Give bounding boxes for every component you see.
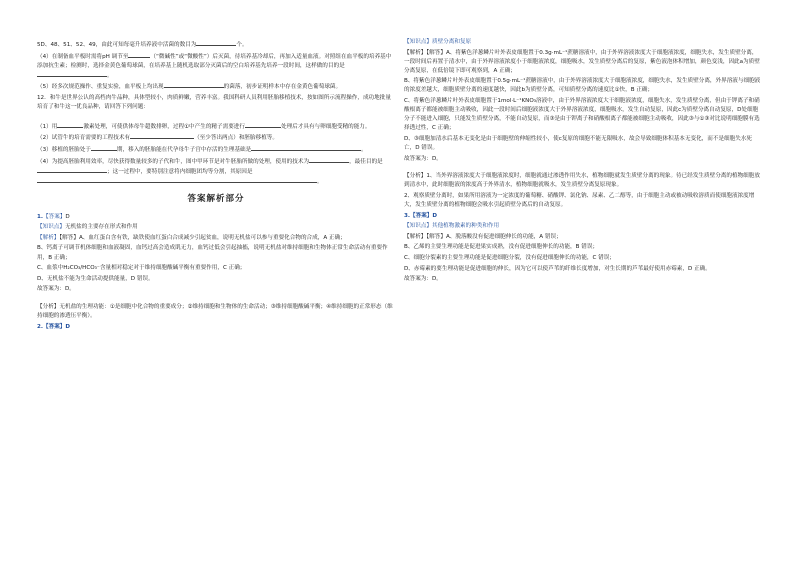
answer-blank[interactable] [37, 71, 107, 77]
analysis-text: 【解析】【解答】A、将紫色洋葱鳞片叶外表皮细胞置于0.3g·mL⁻¹蔗糖溶液中，由于外界溶液浓度大于细胞液浓度，细胞失水，发生质壁分离，一段时间后再置于清水中，由于外界溶液浓度小于细胞液浓度，细胞吸水，发生质壁分离后的复原，紫色液泡体积增加，颜色变浅，因此a为质壁分离复原，在低倍镜下即可观察到，A 正确； [404, 49, 760, 74]
answer-blank[interactable] [57, 122, 83, 128]
analysis-text: C、细胞分裂素的主要生理功能是促进细胞分裂，没有促进细胞伸长的功能，C 错误； [404, 255, 615, 262]
answer-section-title: 答案解析部分 [187, 193, 245, 204]
analysis-text: C、血浆中H₂CO₃/HCO₃⁻含量相对稳定对于维持细胞酸碱平衡有重要作用，C 正确； [37, 265, 246, 272]
analysis-text: 【解析】【解答】A、脱落酸没有促进细胞伸长的功能，A 错误； [404, 233, 562, 240]
answer-blank[interactable] [128, 52, 150, 58]
knowledge-point: 【知识点】其他植物激素的种类和作用 [404, 223, 500, 230]
answer-line: 2.【答案】D [37, 323, 71, 330]
final-answer: 故答案为：D。 [404, 155, 442, 162]
analysis-text: B、将紫色洋葱鳞片叶外表皮细胞置于0.5g·mL⁻¹蔗糖溶液中，由于外界溶液浓度大于细胞液浓度，细胞失水，发生质壁分离，外界溶液与细胞液的浓度差越大，细胞质壁分离的速度越快，因此b为质壁分离，可知质壁分离的速度比①快，B 正确； [404, 78, 761, 94]
answer-blank[interactable] [251, 145, 361, 151]
answer-blank[interactable] [37, 167, 107, 173]
right-column [404, 38, 762, 286]
question-12-stem: 12．和牛是世界公认的高档肉牛品种，具体型较小，肉质鲜嫩，营养丰富。我国科研人员利用胚胎移植技术，按如图所示流程操作，成功地批量培育了和牛这一优良品种，请回答下列问题： [37, 95, 391, 111]
analysis-text: B、钙离子可调节机体细胞和血液凝固，血钙过高会造成肌无力，血钙过低会引起抽搐，说明无机盐对维持细胞和生物体正常生命活动有重要作用，B 正确； [37, 245, 388, 261]
left-column [37, 40, 395, 333]
answer-blank[interactable] [130, 133, 194, 139]
knowledge-point: 【知识点】无机盐的主要存在形式和作用 [37, 224, 138, 231]
analysis-text: D、③细胞加清水后基本无变化是由于细胞壁的伸缩性较小，使c复原的细胞不能无限吸水，故会导致细胞体积基本无变化，而不是细胞失水死亡，D 错误。 [404, 135, 753, 151]
answer-blank[interactable] [91, 145, 117, 151]
analysis-summary: 【分析】1、当外界溶液浓度大于细胞液浓度时，细胞就通过渗透作用失水，植物细胞就发生质壁分离的现象。待已经发生质壁分离的植物细胞放到清水中，此时细胞液的浓度高于外界清水，植物细胞就吸水，发生质壁分离复原现象。 [404, 173, 760, 189]
question-text: 5D、48、51、52、49，由此可知每毫升培养液中活菌的数目为 个。 [37, 42, 248, 48]
question-text: （4）在制备血平板时需将pH 调节至 （“微碱性”或“微酸性”）后灭菌，待培养基冷却后，再加入适量血液。对照组在血平板的培养基中添加抗生素；检测时，选择金黄色葡萄球菌，在培养基上随机选取部分灭菌后的空白培养基先培养一段时间，这样做的目的是。 [37, 53, 392, 79]
final-answer: 故答案为：D。 [37, 286, 75, 293]
question-text: （4）为提高胚胎利用效率，尽快获得数量较多的子代和牛，图中甲环节是对牛胚胎所做的处理，使用的技术为 ，最佳目的是；这一过程中，要特别注意将内细胞团均等分割，其原因是。 [37, 158, 383, 185]
analysis-text: D、无机盐不能为生命活动提供能量，D 错误。 [37, 275, 154, 282]
answer-blank[interactable] [37, 177, 317, 183]
analysis-text: D、赤霉素的要生理功能是促进细胞的伸长，因为它可以使芦苇的纤维长度增加，对生长期的芦苇最好使用赤霉素，D 正确。 [404, 265, 711, 272]
answer-blank[interactable] [245, 122, 281, 128]
final-answer: 故答案为：D。 [404, 276, 442, 283]
answer-blank[interactable] [164, 82, 224, 88]
question-text: （3）移植的胚胎处于 期，移入的胚胎能在代孕母牛子宫中存活的生理基础是 。 [37, 146, 367, 153]
knowledge-point: 【知识点】质壁分离和复原 [404, 39, 472, 45]
answer-line: 1.【答案】D [37, 213, 70, 220]
question-text: （2）试管牛的培育需要的工程技术有 （至少答出两点）和胚胎移植等。 [37, 135, 278, 142]
answer-blank[interactable] [309, 157, 349, 163]
analysis-summary: 【分析】无机盐的生理功能：①是细胞中化合物的重要成分；②维持细胞和生物体的生命活动；③维持细胞酸碱平衡；④维持细胞的正常形态（维持细胞的渗透压平衡）。 [37, 304, 393, 320]
analysis-text: B、乙烯的主要生理功能是促进果实成熟，没有促进细胞伸长的功能，B 错误； [404, 244, 599, 251]
analysis-text: 【解析】【解答】A、血红蛋白含有铁，缺铁使血红蛋白合成减少引起贫血，说明无机盐可以参与重要化合物的合成，A 正确； [37, 234, 346, 241]
answer-line: 3.【答案】D [404, 212, 438, 219]
question-text: （5）经多次规范操作、重复实验，血平板上均出现 的菌落，初步证明样本中存在金黄色葡萄球菌。 [37, 84, 342, 91]
analysis-text: C、将紫色洋葱鳞片叶外表皮细胞置于1mol·L⁻¹KNO₃溶液中，由于外界溶液浓度大于细胞液浓度，细胞失水，发生质壁分离，但由于钾离子和硝酸根离子都能被细胞主动吸收，因此一段时间后细胞液浓度大于外界溶液浓度，细胞吸水，发生自动复原，因此c为质壁分离自动复原，D处细胞分子不能进入细胞，只能发生质壁分离，不能自动复原，而③是由于钾离子和硝酸根离子都能被细胞主动吸收，因此③与①③对比说明细胞膜有选择透过性，C 正确； [404, 98, 760, 132]
question-text: （1）用 激素处理，可使供体母牛超数排卵，过程①中产生的精子需要进行 处理后才具有与卵细胞受精的能力。 [37, 123, 371, 130]
analysis-summary: 2、观察质壁分离时，如果所用溶液为一定浓度的葡萄糖、硝酸钾、氯化钠、尿素、乙二醇等，由于细胞主动或被动吸收溶质而使细胞液浓度增大，发生质壁分离的植物细胞会吸水引起质壁分离后的自动复原。 [404, 192, 755, 208]
answer-blank[interactable] [196, 40, 236, 46]
